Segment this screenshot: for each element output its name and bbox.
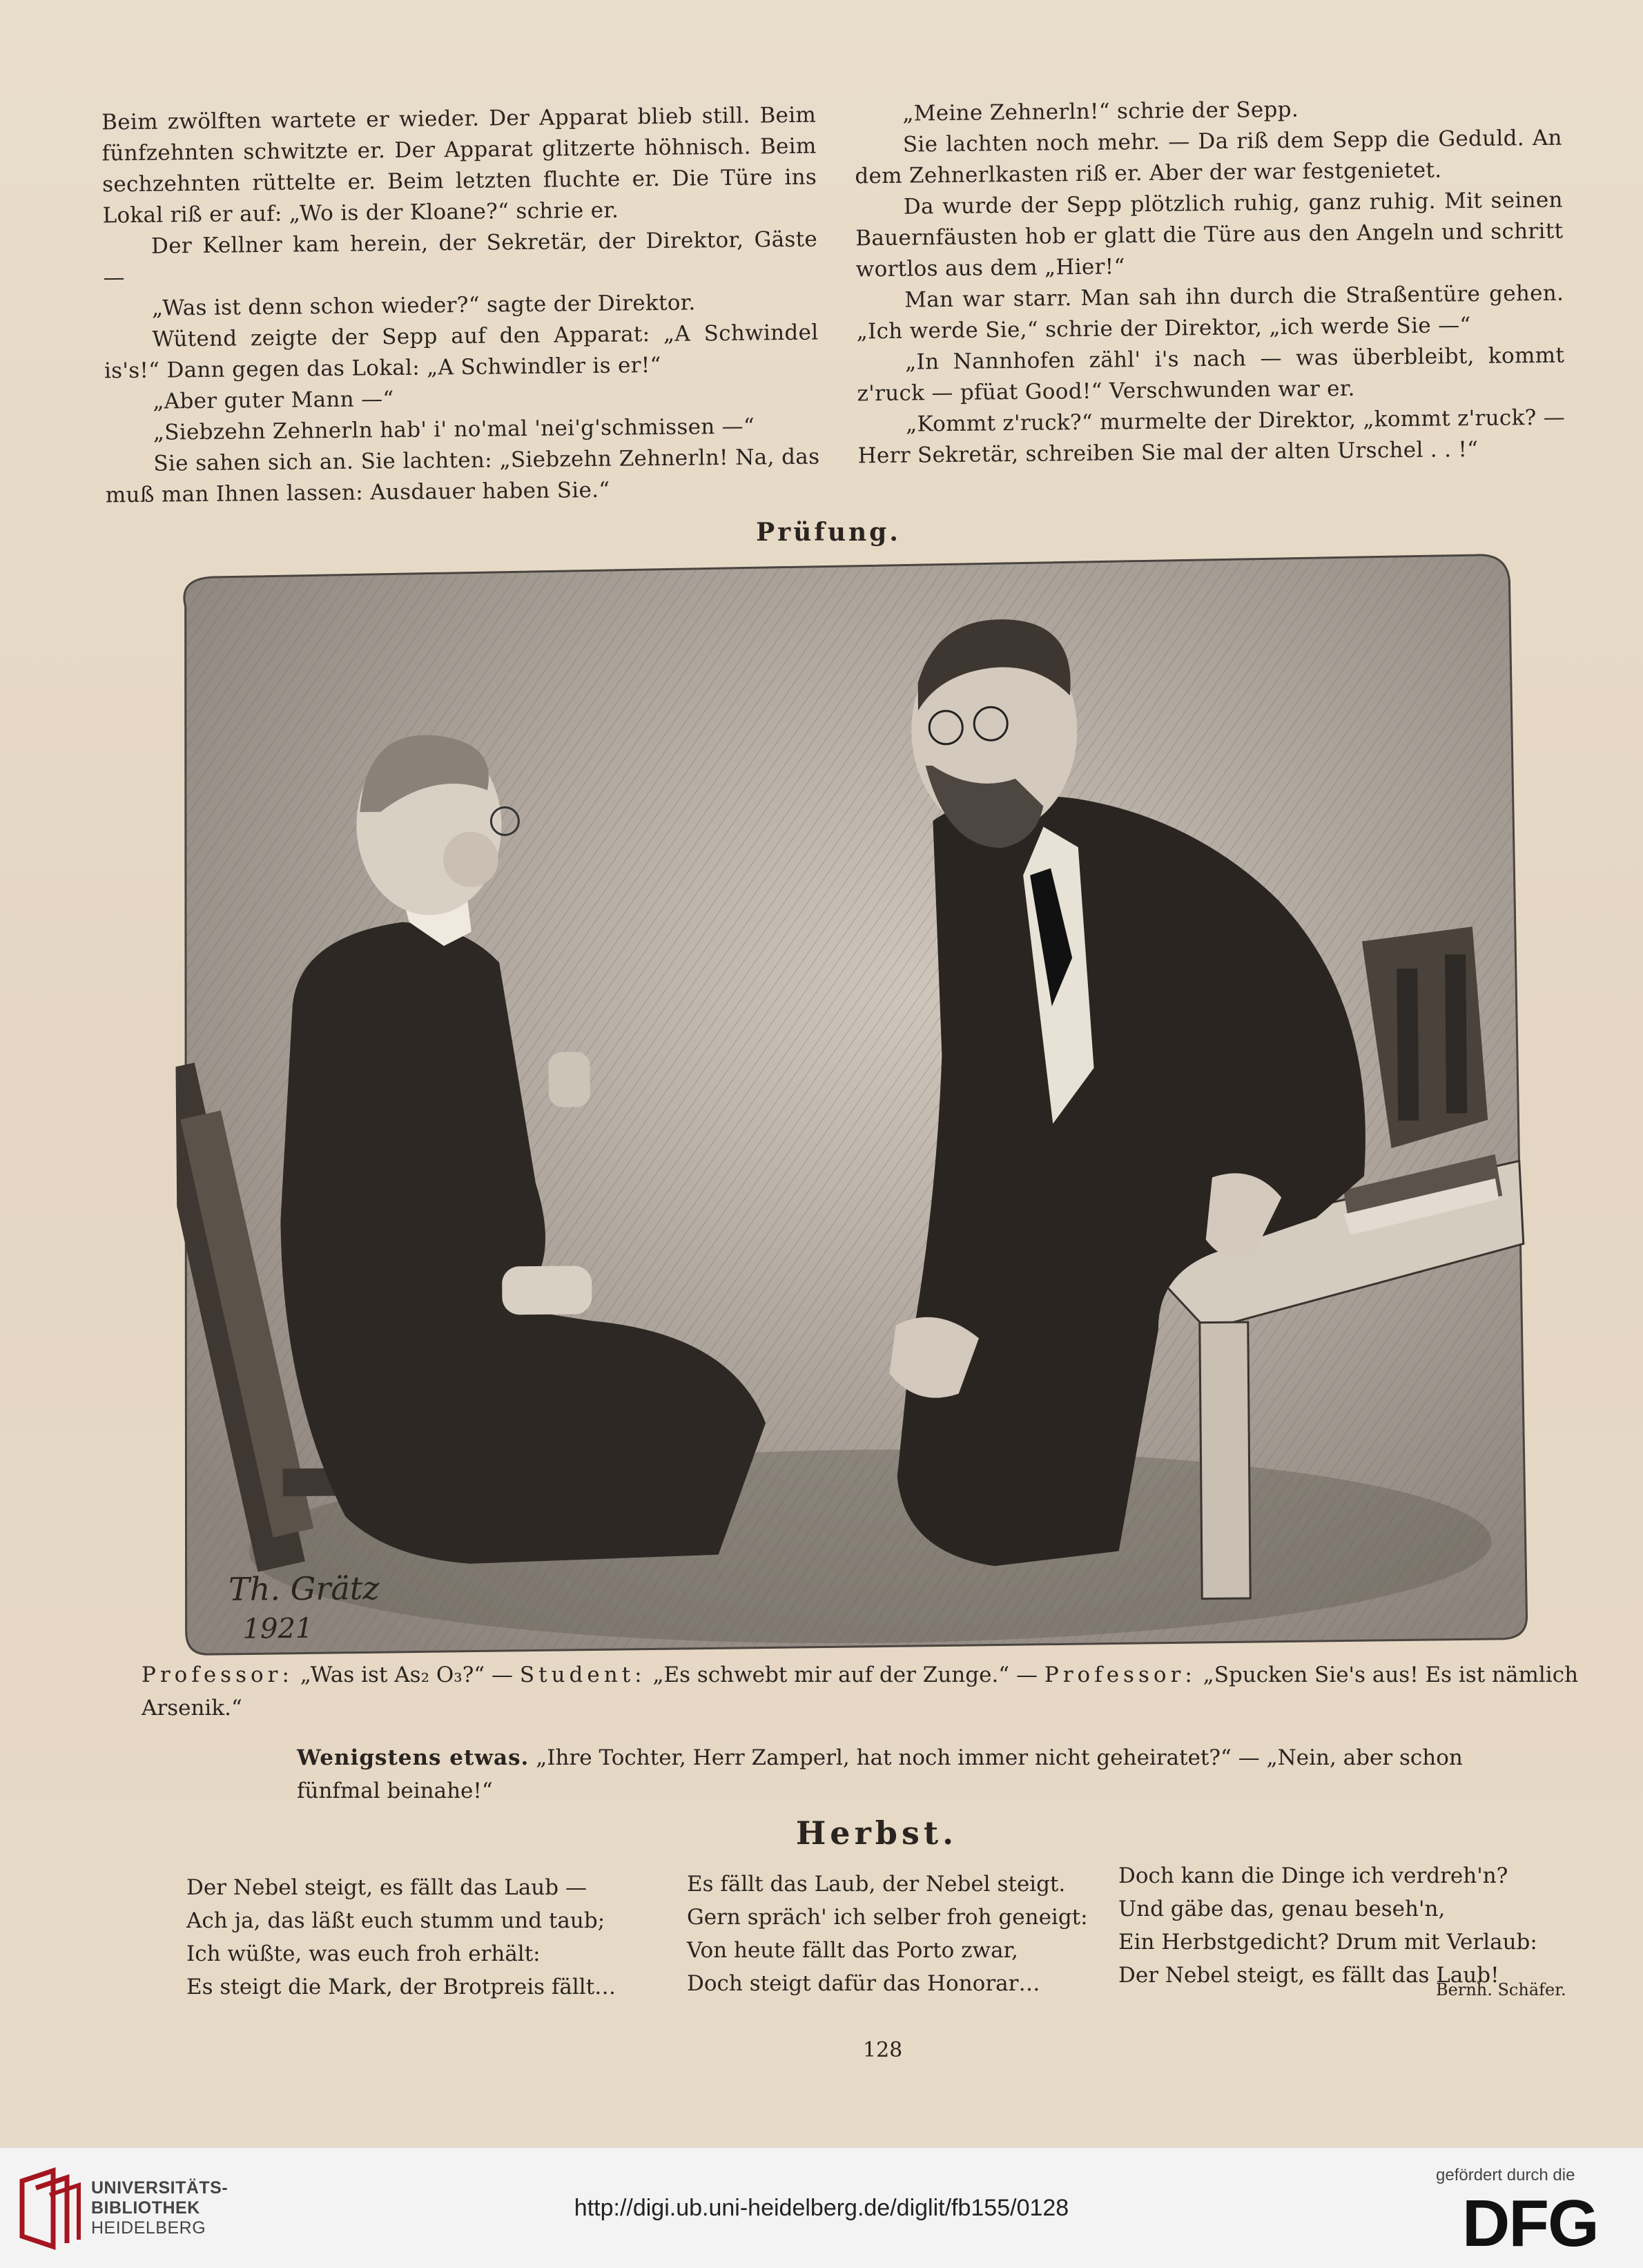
illustration-drawing [171,553,1530,1656]
poem-line: Es steigt die Mark, der Brotpreis fällt… [186,1975,616,1999]
paragraph: „Meine Zehnerln!“ schrie der Sepp. [902,97,1299,126]
page-number: 128 [863,2038,903,2062]
caption-speaker: Professor: [1044,1663,1196,1687]
caption-text: „Was ist As₂ O₃?“ — [300,1663,514,1687]
section-heading-herbst: Herbst. [795,1814,958,1852]
paragraph: Sie sahen sich an. Sie lachten: „Siebzehn Zehnerln! Na, das muß man Ihnen lassen: Ausdauer haben Sie.“ [105,444,820,508]
poem-line: Der Nebel steigt, es fällt das Laub — [186,1875,587,1900]
joke-wenigstens-etwas [297,1741,1539,1807]
paragraph: Wütend zeigte der Sepp auf den Apparat: „A Schwindel is's!“ Dann gegen das Lokal: „A Schwindler is er!“ [104,320,819,384]
caption-text: „Es schwebt mir auf der Zunge.“ — [652,1663,1038,1687]
poem-line: Es fällt das Laub, der Nebel steigt. [687,1872,1066,1897]
university-library-name: UNIVERSITÄTS- BIBLIOTHEK HEIDELBERG [91,2178,229,2238]
caption-speaker: Professor: [142,1663,293,1687]
poem-line: Von heute fällt das Porto zwar, [687,1938,1018,1963]
artist-signature: Th. Grätz [228,1569,380,1608]
poem-line: Ich wüßte, was euch froh erhält: [186,1941,541,1966]
paragraph: „Siebzehn Zehnerln hab' i' no'mal 'nei'g'schmissen —“ [153,414,755,445]
poem-stanza-2 [687,1868,1088,2000]
caption-speaker: Student: [519,1663,646,1687]
poem-line: Doch steigt dafür das Honorar… [687,1971,1040,1996]
poem-line: Und gäbe das, genau beseh'n, [1118,1897,1446,1921]
paragraph: „In Nannhofen zähl' i's nach — was überbleibt, kommt z'ruck — pfüat Good!“ Verschwunden war er. [857,342,1565,407]
poem-stanza-3 [1118,1859,1537,1992]
poem-line: Ach ja, das läßt euch stumm und taub; [186,1908,605,1933]
poem-line: Ein Herbstgedicht? Drum mit Verlaub: [1118,1930,1537,1955]
poem-line: Gern spräch' ich selber froh geneigt: [687,1905,1088,1930]
poem-line: Doch kann die Dinge ich verdreh'n? [1118,1863,1508,1888]
paragraph: „Kommt z'ruck?“ murmelte der Direktor, „kommt z'ruck? — Herr Sekretär, schreiben Sie mal der alten Urschel . . !“ [857,405,1566,469]
caption-text: „Spucken Sie's aus! Es ist nämlich Arsenik.“ [142,1663,1579,1721]
viewer-footer [0,2147,1643,2268]
paragraph: Sie lachten noch mehr. — Da riß dem Sepp die Geduld. An dem Zehnerlkasten riß er. Aber der war festgenietet. [855,125,1563,189]
text-column-right [854,92,1566,472]
text-column-left [101,100,820,512]
poem-author: Bernh. Schäfer. [1436,1980,1566,1999]
artist-year: 1921 [242,1612,313,1645]
illustration-professor-student [171,553,1530,1656]
joke-title: Wenigstens etwas. [297,1745,529,1770]
funding-note: gefördert durch die [1436,2166,1575,2184]
paragraph: Der Kellner kam herein, der Sekretär, der Direktor, Gäste — [103,226,818,291]
paragraph: Beim zwölften wartete er wieder. Der Apparat blieb still. Beim fünfzehnten schwitzte er. Der Apparat glitzerte höhnisch. Beim sechzehnten rüttelte er. Beim letzten fluchte er. Die Türe ins Lokal riß er auf: „Wo is der Kloane?“ schrie er. [101,102,817,229]
paragraph: Da wurde der Sepp plötzlich ruhig, ganz ruhig. Mit seinen Bauernfäusten hob er glatt die Türe aus den Angeln und schritt wortlos aus dem „Hier!“ [855,187,1564,282]
poem-line: Der Nebel steigt, es fällt das Laub! [1118,1963,1499,1988]
paragraph: Man war starr. Man sah ihn durch die Straßentüre gehen. „Ich werde Sie,“ schrie der Direktor, „ich werde Sie —“ [856,280,1564,345]
section-heading-pruefung: Prüfung. [756,518,901,547]
caption-pruefung [142,1658,1612,1725]
poem-stanza-1 [186,1871,616,2004]
dfg-logo: DFG [1462,2187,1598,2260]
paragraph: „Aber guter Mann —“ [153,387,394,414]
joke-text: „Ihre Tochter, Herr Zamperl, hat noch immer nicht geheiratet?“ — „Nein, aber schon fünfmal beinahe!“ [297,1745,1463,1803]
permalink-url[interactable]: http://digi.ub.uni-heidelberg.de/diglit/fb155/0128 [574,2195,1069,2221]
paragraph: „Was ist denn schon wieder?“ sagte der Direktor. [151,290,696,321]
